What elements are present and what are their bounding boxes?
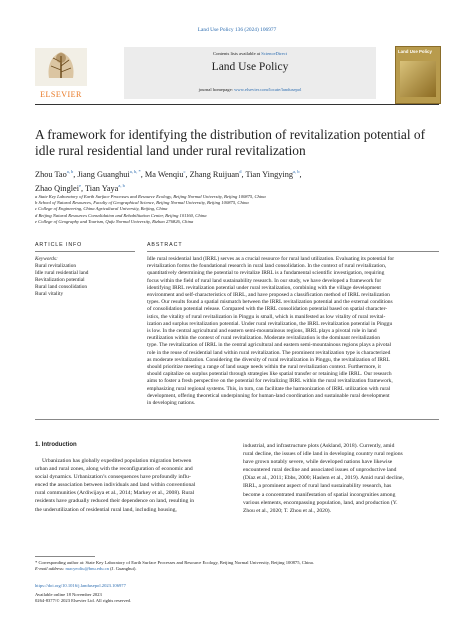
author-list: Zhou Tao$^{a, b}$, Jiang Guanghui$^{a, b, *}$, Ma Wenqiu$^c$, Zhang Ruijuan$^d$, Tian Yingying$^{a, b}$, Zhao Qinglei$^e$, Tian Yaya$^{a, b}$ xyxy=(35,169,302,193)
journal-header xyxy=(124,47,376,99)
affiliation: c College of Engineering, China Agricultural University, Beijing, China xyxy=(35,206,168,212)
author-sup: a, b xyxy=(66,169,74,174)
article-info-heading: ARTICLE INFO xyxy=(35,242,83,248)
intro-line: urban and rural zones, along with the reconfiguration of economic and xyxy=(35,466,193,473)
keyword: Rural revitalization xyxy=(35,262,77,269)
author-sup: c xyxy=(183,169,186,174)
abstract-line: should capitalize on surplus potential through strategies like spatial transfer or retaining idle IRRL. Our research xyxy=(147,371,392,378)
author-sup: a, b xyxy=(118,182,125,188)
abstract-line: Idle rural residential land (IRRL) serves as a crucial resource for rural land utilization. Evaluating its potential for xyxy=(147,256,395,262)
affiliation: a State Key Laboratory of Earth Surface Processes and Resource Ecology, Beijing Normal University, Beijing 100875, China xyxy=(35,194,266,199)
footnote-rule xyxy=(35,556,95,557)
abstract-line: focus within the field of rural land sustainability research. In our study, we have developed a framework for xyxy=(147,277,382,284)
keyword: Rural land consolidation xyxy=(35,283,88,290)
author-name[interactable]: Ma Wenqiu xyxy=(144,169,184,179)
abstract-line: in developing nations. xyxy=(147,400,196,407)
intro-line: become a concentrated manifestation of spatial incongruities among xyxy=(243,491,396,498)
intro-line: residents have gradually reduced their dependence on land, resulting in xyxy=(35,498,195,505)
publisher-name: ELSEVIER xyxy=(40,90,82,99)
sciencedirect-link[interactable]: ScienceDirect xyxy=(261,51,287,56)
intro-line: (Díaz et al., 2011; Ebbs, 2000; Haslem et al., 2019). Amid rural decline, xyxy=(243,475,404,482)
journal-cover xyxy=(395,46,441,104)
footnote xyxy=(35,560,439,572)
intro-line: industrial, and infrastructure plots (Askland, 2018). Currently, amid xyxy=(243,443,395,449)
keyword: Revitalization potential xyxy=(35,276,85,283)
author-sup: e xyxy=(79,182,82,188)
affiliation: d Beijing Natural Resources Consolidation and Rehabilitation Center, Beijing 101160, China xyxy=(35,212,207,218)
journal-citation[interactable]: Land Use Policy 136 (2024) 106977 xyxy=(197,27,277,33)
abstract-line: role in the reuse of residential land within rural revitalization. The prominent revitalization type is characterized xyxy=(147,349,391,356)
title-line-1: A framework for identifying the distribution of revitalization potential of xyxy=(35,127,426,142)
abstract-line: as moderate revitalization. Considering the diversity of rural revitalization in Pinggu, the revitalization of IRRL xyxy=(147,356,390,363)
abstract-body xyxy=(147,256,439,407)
intro-line: Zhou et al., 2020; T. Zhou et al., 2020). xyxy=(243,507,332,514)
email-label: E-mail address: xyxy=(35,566,66,572)
email-link[interactable]: macyeoliu@bnu.edu.cn xyxy=(65,566,109,572)
intro-line: rural decline, the issues of idle land in developing country rural regions xyxy=(243,451,403,458)
doi-link[interactable]: https://doi.org/10.1016/j.landusepol.2023.106977 xyxy=(35,583,126,588)
abstract-line: quantitatively determining the potential to revitalize IRRL is a fundamental scientific investigation, requiring xyxy=(147,270,385,277)
abstract-line: environment and self-characteristics of IRRL, and have proposed a classification method of IRRL revitalization xyxy=(147,292,390,299)
title-line-2: idle rural residential land under rural revitalization xyxy=(35,143,306,158)
abstract-end-rule xyxy=(35,419,439,420)
abstract-rule xyxy=(147,251,439,252)
affiliations xyxy=(35,194,439,225)
author-name[interactable]: Jiang Guanghui xyxy=(77,169,130,179)
keyword: Rural vitality xyxy=(35,290,64,297)
author-sup: a, b xyxy=(293,169,300,174)
author-name[interactable]: Tian Yaya xyxy=(85,183,119,193)
intro-line: IRRL, a prominent aspect of rural land sustainability research, has xyxy=(243,483,392,490)
abstract-line: of consolidation potential release. Compared with the IRRL consolidation potential based on spatial character- xyxy=(147,306,388,313)
affiliation: e College of Geography and Tourism, Qufu Normal University, Rizhao 276826, China xyxy=(35,218,194,224)
cover-image xyxy=(400,61,436,97)
abstract-line: types. Our results found a spatial mismatch between the IRRL revitalization potential and the external conditions xyxy=(147,299,393,306)
intro-line: enced the association between individuals and land within conventional xyxy=(35,482,196,489)
keyword: Idle rural residential land xyxy=(35,269,89,276)
available-online: Available online 18 November 2023 xyxy=(35,592,102,598)
homepage-prefix: journal homepage: xyxy=(198,87,235,92)
intro-line: social dynamics. Urbanization’s consequences have profoundly influ- xyxy=(35,474,191,481)
author-name[interactable]: Zhao Qinglei xyxy=(35,183,80,193)
abstract-heading: ABSTRACT xyxy=(147,242,183,248)
keywords xyxy=(35,256,140,297)
article-title xyxy=(35,127,439,159)
intro-line: encountered rural decline and associated issues of unproductive land xyxy=(243,467,397,474)
intro-heading: 1. Introduction xyxy=(35,442,77,448)
intro-line: have grown notably severe, while developed nations have likewise xyxy=(243,459,393,466)
copyright: 0264-8377/© 2023 Elsevier Ltd. All rights reserved. xyxy=(35,598,132,604)
abstract-line: is low. In the central agricultural and eastern semi-mountainous regions, IRRL plays a pivotal role in land xyxy=(147,328,377,335)
elsevier-logo xyxy=(35,48,87,99)
abstract-line: type. The revitalization of IRRL in the central agricultural and eastern semi-mountainous regions plays a pivotal xyxy=(147,342,392,349)
intro-line: rural communities (Ardiwijaya et al., 2014; Markey et al., 2008). Rural xyxy=(35,490,195,497)
affiliation: b School of Natural Resources, Faculty of Geographical Science, Beijing Normal University, Beijing 100875, China xyxy=(35,200,249,206)
author-name[interactable]: Zhang Ruijuan xyxy=(189,169,240,179)
journal-title: Land Use Policy xyxy=(211,61,289,73)
abstract-line: revitalization forms the foundational research in rural land consolidation. In the context of rural revitalization, xyxy=(147,263,387,270)
keywords-label: Keywords: xyxy=(35,256,58,262)
corresponding-author: * Corresponding author at: State Key Laboratory of Earth Surface Processes and Resource Ecology, Beijing Normal University, Beijing 100875, China. xyxy=(35,560,314,565)
header-rule xyxy=(35,104,439,105)
intro-line: Urbanization has globally expedited population migration between xyxy=(42,458,192,464)
abstract-line: aims to foster a fresh perspective on the potential for revitalizing IRRL within the rural revitalization framework, xyxy=(147,378,393,385)
cover-title: Land Use Policy xyxy=(398,49,432,54)
homepage-link[interactable]: www.elsevier.com/locate/landusepol xyxy=(234,87,302,92)
abstract-line: ization and surplus revitalization potential. Under rural revitalization, the IRRL revitalization potential in Pinggu xyxy=(147,320,393,327)
email-suffix: (J. Guanghui). xyxy=(108,566,137,572)
intro-line: the underutilization of residential rural land, including housing, xyxy=(35,506,177,513)
author-name[interactable]: Tian Yingying xyxy=(245,169,294,179)
abstract-line: istics, the vitality of rural revitalization in Pinggu is small, which is manifested as low vitality of rural revital- xyxy=(147,313,386,320)
article-meta xyxy=(35,583,439,605)
abstract-line: should prioritize meeting a range of land usage needs within the rural revitalization context. Furthermore, it xyxy=(147,364,381,371)
author-name[interactable]: Zhou Tao xyxy=(35,169,67,179)
author-sup: a, b, * xyxy=(129,169,141,174)
abstract-line: emphasizing rural regional systems. This, in turn, can facilitate the harmonization of IRRL utilization with rural xyxy=(147,385,391,392)
contents-prefix: Contents lists available at xyxy=(213,51,262,56)
intro-left-column xyxy=(35,442,231,514)
abstract-line: development, offering theoretical underpinning for human-land coordination and sustainable rural development xyxy=(147,392,390,399)
author-sup: d xyxy=(239,169,242,174)
intro-right-column xyxy=(243,442,439,515)
abstract-line: identifying IRRL revitalization potential under rural revitalization, combining with the village development xyxy=(147,284,381,291)
abstract-line: reutilization within the context of rural revitalization. Moderate revitalization is the dominant revitalization xyxy=(147,335,380,342)
article-info-rule xyxy=(35,251,135,252)
intro-line: various elements, encompassing population, land, and production (Y. xyxy=(243,499,398,506)
